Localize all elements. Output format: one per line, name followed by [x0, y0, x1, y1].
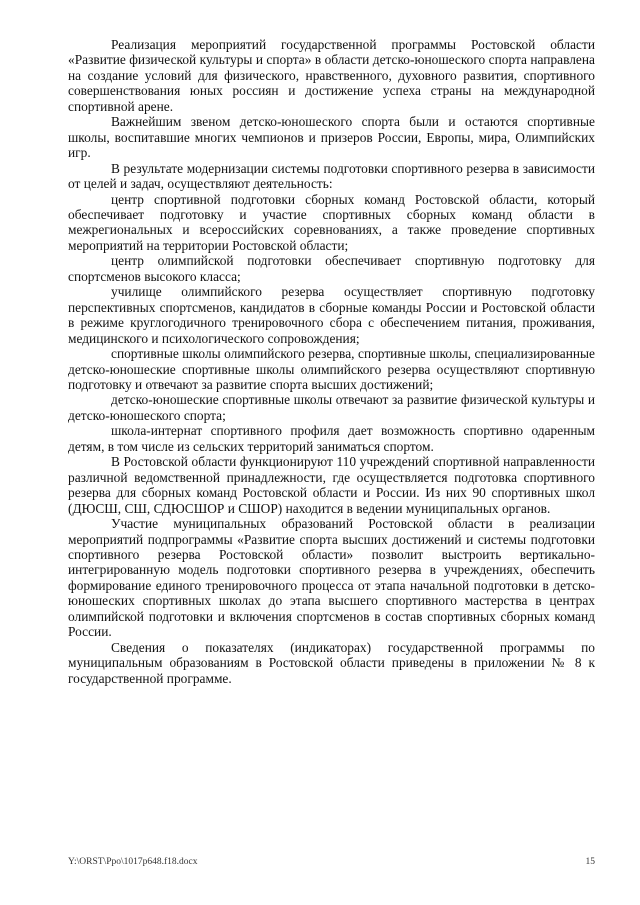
paragraph-training-center: центр спортивной подготовки сборных команд Ростовской области, который обеспечивает подготовку и участие спортивных сборных команд области в межрегиональных и всероссийских соревнованиях, а также проведение спортивных мероприятий на территории Ростовской области;: [68, 191, 595, 253]
paragraph-youth-schools: детско-юношеские спортивные школы отвечают за развитие физической культуры и детско-юношеского спорта;: [68, 392, 595, 423]
paragraph-modernization: В результате модернизации системы подготовки спортивного резерва в зависимости от целей и задач, осуществляют деятельность:: [68, 160, 595, 192]
paragraph-sports-schools: Важнейшим звеном детско-юношеского спорта были и остаются спортивные школы, воспитавшие многих чемпионов и призеров России, Европы, мира, Олимпийских игр.: [68, 114, 595, 161]
paragraph-olympic-reserve-schools: спортивные школы олимпийского резерва, спортивные школы, специализированные детско-юношеские спортивные школы олимпийского резерва осуществляют спортивную подготовку и отвечают за развитие спорта высших достижений;: [68, 346, 595, 392]
page-number: 15: [585, 857, 595, 867]
paragraph-boarding-school: школа-интернат спортивного профиля дает возможность спортивно одаренным детям, в том числе из сельских территорий заниматься спортом.: [68, 423, 595, 454]
paragraph-institutions-count: В Ростовской области функционируют 110 учреждений спортивной направленности различной ведомственной принадлежности, где осуществляется подготовка спортивного резерва для сборных команд Ростовской области и России. Из них 90 спортивных школ (ДЮСШ, СШ, СДЮСШОР и СШОР) находится в ведении муниципальных органов.: [68, 454, 595, 516]
paragraph-olympic-college: училище олимпийского резерва осуществляет спортивную подготовку перспективных спортсменов, кандидатов в сборные команды России и Ростовской области в режиме круглогодичного тренировочного сбора с обеспечением питания, проживания, медицинского и психологического сопровождения;: [68, 284, 595, 346]
document-body: [68, 37, 595, 686]
paragraph-indicators-appendix: Сведения о показателях (индикаторах) государственной программы по муниципальным образованиям в Ростовской области приведены в приложении № 8 к государственной программе.: [68, 639, 595, 686]
paragraph-program-intro: Реализация мероприятий государственной программы Ростовской области «Развитие физической культуры и спорта» в области детско-юношеского спорта направлена на создание условий для физического, нравственного, духовного развития, спортивного совершенствования юных россиян и достижение успеха страны на международной спортивной арене.: [68, 37, 595, 114]
paragraph-municipal-participation: Участие муниципальных образований Ростовской области в реализации мероприятий подпрограммы «Развитие спорта высших достижений и системы подготовки спортивного резерва Ростовской области» позволит выстроить вертикально-интегрированную модель подготовки спортивного резерва в учреждениях, обеспечить формирование единого тренировочного процесса от этапа начальной подготовки в детско-юношеских спортивных школах до этапа высшего спортивного мастерства в центрах олимпийской подготовки и включения спортсменов в состав спортивных сборных команд России.: [68, 516, 595, 640]
footer-file-path: Y:\ORST\Ppo\1017p648.f18.docx: [68, 857, 198, 867]
paragraph-olympic-center: центр олимпийской подготовки обеспечивает спортивную подготовку для спортсменов высокого класса;: [68, 253, 595, 284]
